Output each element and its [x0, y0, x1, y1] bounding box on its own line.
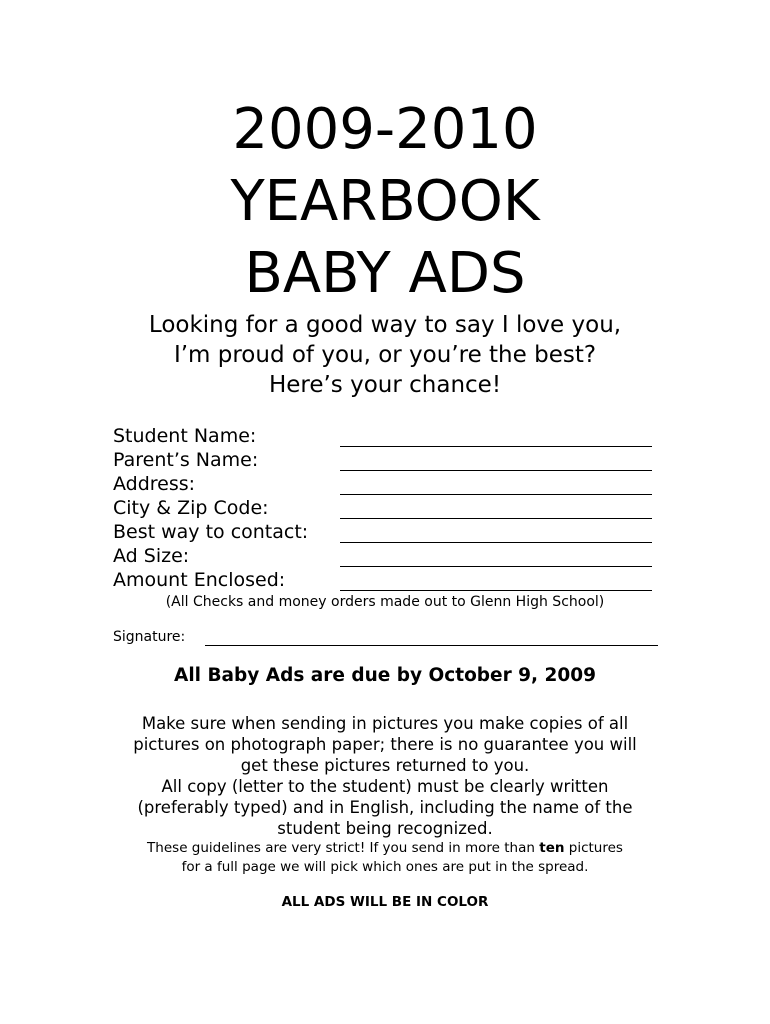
due-date-heading: All Baby Ads are due by October 9, 2009 — [174, 665, 596, 686]
guidelines-line-1 — [0, 839, 770, 858]
intro-line-3: Here’s your chance! — [268, 372, 502, 398]
amount-field[interactable] — [340, 590, 652, 591]
address-field[interactable] — [340, 494, 652, 495]
form-row-city-zip — [113, 496, 658, 520]
intro-text — [0, 310, 770, 400]
form-label: Address: — [113, 473, 196, 495]
student-name-field[interactable] — [340, 446, 652, 447]
guidelines-emphasis: ten — [539, 840, 565, 856]
instructions-line-1: Make sure when sending in pictures you make copies of all — [141, 714, 629, 733]
form-row-contact — [113, 520, 658, 544]
contact-field[interactable] — [340, 542, 652, 543]
guidelines-note — [0, 839, 770, 877]
instructions-line-3: get these pictures returned to you. — [240, 756, 530, 775]
form-label: Ad Size: — [113, 545, 190, 567]
form-row-amount — [113, 568, 658, 592]
guidelines-line-2: for a full page we will pick which ones are put in the spread. — [181, 859, 589, 875]
checks-note: (All Checks and money orders made out to Glenn High School) — [165, 594, 605, 610]
form-label: City & Zip Code: — [113, 497, 269, 519]
page-title — [0, 95, 770, 311]
form-label: Parent’s Name: — [113, 449, 259, 471]
instructions-text — [0, 713, 770, 839]
signature-row — [113, 628, 658, 646]
form-label: Amount Enclosed: — [113, 569, 286, 591]
form-row-parent-name — [113, 448, 658, 472]
parent-name-field[interactable] — [340, 470, 652, 471]
form-row-address — [113, 472, 658, 496]
form-label: Student Name: — [113, 425, 257, 447]
city-zip-field[interactable] — [340, 518, 652, 519]
instructions-line-4: All copy (letter to the student) must be clearly written — [161, 777, 609, 796]
title-baby-ads: BABY ADS — [244, 241, 526, 306]
color-note: ALL ADS WILL BE IN COLOR — [281, 894, 489, 910]
intro-line-2: I’m proud of you, or you’re the best? — [173, 342, 597, 368]
instructions-line-6: student being recognized. — [277, 819, 493, 838]
ad-size-field[interactable] — [340, 566, 652, 567]
title-year: 2009-2010 — [232, 97, 538, 162]
instructions-line-5: (preferably typed) and in English, including the name of the — [137, 798, 633, 817]
guidelines-text-pre: These guidelines are very strict! If you send in more than — [147, 840, 540, 856]
signature-label: Signature: — [113, 629, 186, 645]
instructions-line-2: pictures on photograph paper; there is no guarantee you will — [133, 735, 637, 754]
form-row-ad-size — [113, 544, 658, 568]
order-form — [113, 424, 658, 592]
intro-line-1: Looking for a good way to say I love you, — [148, 312, 622, 338]
guidelines-text-post: pictures — [564, 840, 623, 856]
title-yearbook: YEARBOOK — [230, 169, 540, 234]
form-label: Best way to contact: — [113, 521, 309, 543]
form-row-student-name — [113, 424, 658, 448]
signature-field[interactable] — [205, 645, 658, 646]
